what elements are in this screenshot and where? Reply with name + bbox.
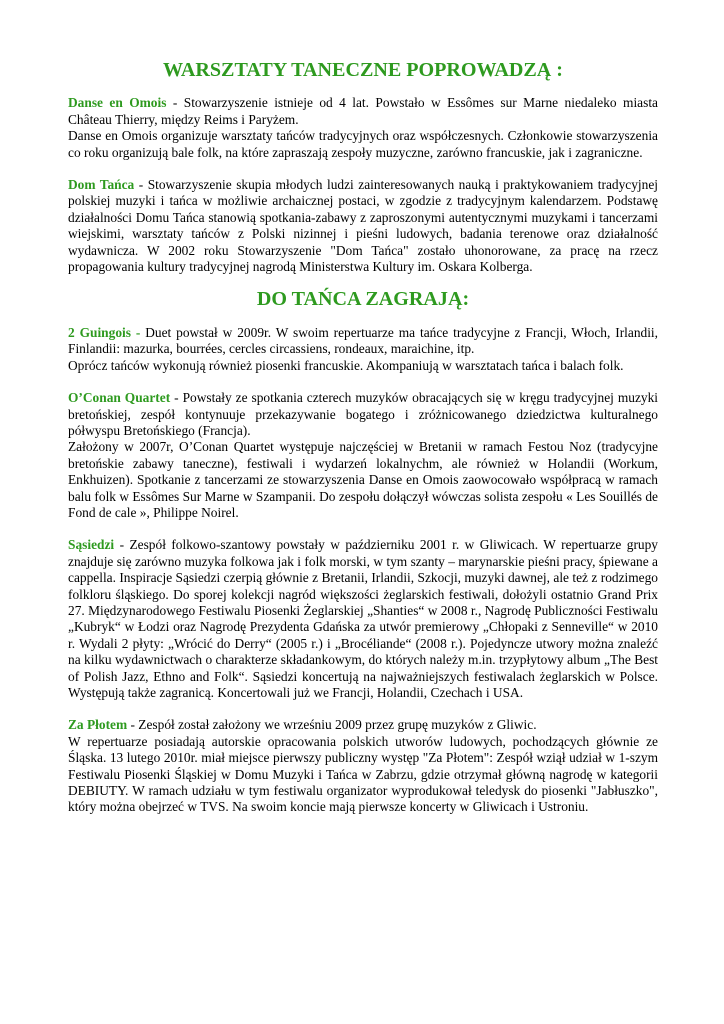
band-name: O’Conan Quartet <box>68 390 171 406</box>
band-sasiedzi <box>68 537 658 701</box>
paragraph: Danse en Omois organizuje warsztaty tańców tradycyjnych oraz współczesnych. Członkowie stowarzyszenia co roku organizują bale folk, na które zapraszają zespoły muzyczne, zarówno francuskie, jak i zagraniczne. <box>68 128 658 160</box>
paragraph-text: Zespół folkowo-szantowy powstały w październiku 2001 r. w Gliwicach. W repertuarze grupy znajduje się zarówno muzyka folkowa jak i folk morski, w tym szanty – marynarskie pieśni pracy, śpiewane a cappella. Inspiracje Sąsiedzi czerpią głównie z Bretanii, Irlandii, Szkocji, muzyki dawnej, ale też z rodzimego folkloru śląskiego. Do sporej kolekcji nagród większości żeglarskich festiwali, dołożyli ostatnio Grand Prix 27. Międzynarodowego Festiwalu Piosenki Żeglarskiej „Shanties“ w 2008 r., Nagrodę Publiczności Festiwalu „Kubryk“ w Łodzi oraz Nagrodę Prezydenta Gdańska za utwór premierowy „Chłopaki z Senneville“ w 2010 r. Wydali 2 płyty: „Wrócić do Derry“ (2005 r.) i „Brocéliande“ (2008 r.). Pojedyncze utwory można znaleźć na kilku wydawnictwach o charakterze składankowym, do których należy m.in. trzypłytowy album „The Best of Polish Jazz, Ethno and Folk“. Sąsiedzi koncertują na najważniejszych festiwalach żeglarskich w Polsce. Występują także zagranicą. Koncertowali już we Francji, Holandii, Czechach i USA. <box>68 537 658 700</box>
band-oconan-quartet <box>68 390 658 521</box>
band-name: Za Płotem <box>68 717 128 733</box>
paragraph: Sąsiedzi - Zespół folkowo-szantowy powstały w październiku 2001 r. w Gliwicach. W repertuarze grupy znajduje się zarówno muzyka folkowa jak i folk morski, w tym szanty – marynarskie pieśni pracy, śpiewane a cappella. Inspiracje Sąsiedzi czerpią głównie z Bretanii, Irlandii, Szkocji, muzyki dawnej, ale też z rodzimego folkloru śląskiego. Do sporej kolekcji nagród większości żeglarskich festiwali, dołożyli ostatnio Grand Prix 27. Międzynarodowego Festiwalu Piosenki Żeglarskiej „Shanties“ w 2008 r., Nagrodę Publiczności Festiwalu „Kubryk“ w Łodzi oraz Nagrodę Prezydenta Gdańska za utwór premierowy „Chłopaki z Senneville“ w 2010 r. Wydali 2 płyty: „Wrócić do Derry“ (2005 r.) i „Brocéliande“ (2008 r.). Pojedyncze utwory można znaleźć na kilku wydawnictwach o charakterze składankowym, do których należy m.in. trzypłytowy album „The Best of Polish Jazz, Ethno and Folk“. Sąsiedzi koncertują na najważniejszych festiwalach żeglarskich w Polsce. Występują także zagranicą. Koncertowali już we Francji, Holandii, Czechach i USA. <box>68 537 658 700</box>
paragraph-text: Stowarzyszenie istnieje od 4 lat. Powstało w Essômes sur Marne niedaleko miasta Château Thierry, między Reims i Paryżem. <box>68 95 658 127</box>
paragraph: O’Conan Quartet - Powstały ze spotkania czterech muzyków obracających się w kręgu tradycyjnej muzyki bretońskiej, zespół kontynuuje przekazywanie bogatego i zróżnicowanego dziedzictwa kulturalnego półwyspu Bretońskiego (Francja). <box>68 390 659 438</box>
paragraph: Oprócz tańców wykonują również piosenki francuskie. Akompaniują w warsztatach tańca i balach folk. <box>68 357 624 373</box>
workshops-heading: WARSZTATY TANECZNE POPROWADZĄ : <box>163 59 563 81</box>
document-page <box>68 58 658 832</box>
paragraph <box>68 325 658 358</box>
paragraph-text: Powstały ze spotkania czterech muzyków obracających się w kręgu tradycyjnej muzyki bretońskiej, zespół kontynuuje przekazywanie bogatego i zróżnicowanego dziedzictwa kulturalnego półwyspu Bretońskiego (Francja). <box>68 390 659 438</box>
workshop-dom-tanca <box>68 177 658 275</box>
band-name: Sąsiedzi <box>68 537 115 553</box>
organization-name: Dom Tańca <box>68 177 135 193</box>
paragraph: Dom Tańca - Stowarzyszenie skupia młodych ludzi zainteresowanych nauką i praktykowaniem tradycyjnej polskiej muzyki i tańca w możliwie archaicznej postaci, w zgodzie z tradycyjnym kalendarzem. Podstawę działalności Domu Tańca stanowią spotkania-zabawy z zaproszonymi autentycznymi muzykami i tancerzami wiejskimi, warsztaty tańców z Polski nizinnej i pieśni ludowych, badania terenowe oraz działalność wydawnicza. W 2002 roku Stowarzyszenie "Dom Tańca" zostało uhonorowane, za pracę na rzecz propagowania kultury tradycyjnej nagrodą Ministerstwa Kultury im. Oskara Kolberga. <box>68 177 659 275</box>
paragraph: Danse en Omois - Stowarzyszenie istnieje od 4 lat. Powstało w Essômes sur Marne niedaleko miasta Château Thierry, między Reims i Paryżem. <box>68 95 658 127</box>
band-name: 2 Guingois - <box>68 324 141 340</box>
paragraph-text: Zespół został założony we wrześniu 2009 przez grupę muzyków z Gliwic. <box>138 717 537 733</box>
paragraph-text: Duet powstał w 2009r. W swoim repertuarze ma tańce tradycyjne z Francji, Włoch, Irlandii, Finlandii: mazurka, bourrées, cercles circassiens, rondeaux, maraichine, itp. <box>68 324 658 357</box>
workshop-danse-en-omois <box>68 95 658 161</box>
paragraph: Założony w 2007r, O’Conan Quartet występuje najczęściej w Bretanii w ramach Festou Noz (tradycyjne bretońskie zabawy taneczne), festiwali i wydarzeń lokalnychm, ale również w Holandii (Workum, Enkhuizen). Spotkanie z tancerzami ze stowarzyszenia Danse en Omois zaowocowało współpracą w ramach balu folk w Essômes Sur Marne w Szampanii. Do zespołu dołączył wówczas solista zespołu « Les Souillés de Fond de cale », Philippe Noirel. <box>68 439 658 520</box>
band-2-guingois <box>68 325 658 374</box>
band-za-plotem <box>68 717 658 815</box>
paragraph: W repertuarze posiadają autorskie opracowania polskich utworów ludowych, pochodzących głównie ze Śląska. 13 lutego 2010r. miał miejsce pierwszy publiczny występ "Za Płotem": Zespół wziął udział w 1-szym Festiwalu Piosenki Śląskiej w Domu Muzyki i Tańca w Zabrzu, gdzie otrzymał główną nagrodę w kategorii DEBIUTY. W ramach udziału w tym festiwalu organizator wyprodukował teledysk do piosenki "Jabłuszko", który można obejrzeć w TVS. Na swoim koncie mają pierwsze koncerty w Gliwicach i Ustroniu. <box>68 733 658 815</box>
paragraph-text: Stowarzyszenie skupia młodych ludzi zainteresowanych nauką i praktykowaniem tradycyjnej polskiej muzyki i tańca w możliwie archaicznej postaci, w zgodzie z tradycyjnym kalendarzem. Podstawę działalności Domu Tańca stanowią spotkania-zabawy z zaproszonymi autentycznymi muzykami i tancerzami wiejskimi, warsztaty tańców z Polski nizinnej i pieśni ludowych, badania terenowe oraz działalność wydawnicza. W 2002 roku Stowarzyszenie "Dom Tańca" zostało uhonorowane, za pracę na rzecz propagowania kultury tradycyjnej nagrodą Ministerstwa Kultury im. Oskara Kolberga. <box>68 177 659 275</box>
paragraph: Za Płotem - Zespół został założony we wrześniu 2009 przez grupę muzyków z Gliwic. <box>68 717 537 733</box>
organization-name: Danse en Omois <box>68 95 167 111</box>
bands-heading: DO TAŃCA ZAGRAJĄ: <box>256 288 470 311</box>
